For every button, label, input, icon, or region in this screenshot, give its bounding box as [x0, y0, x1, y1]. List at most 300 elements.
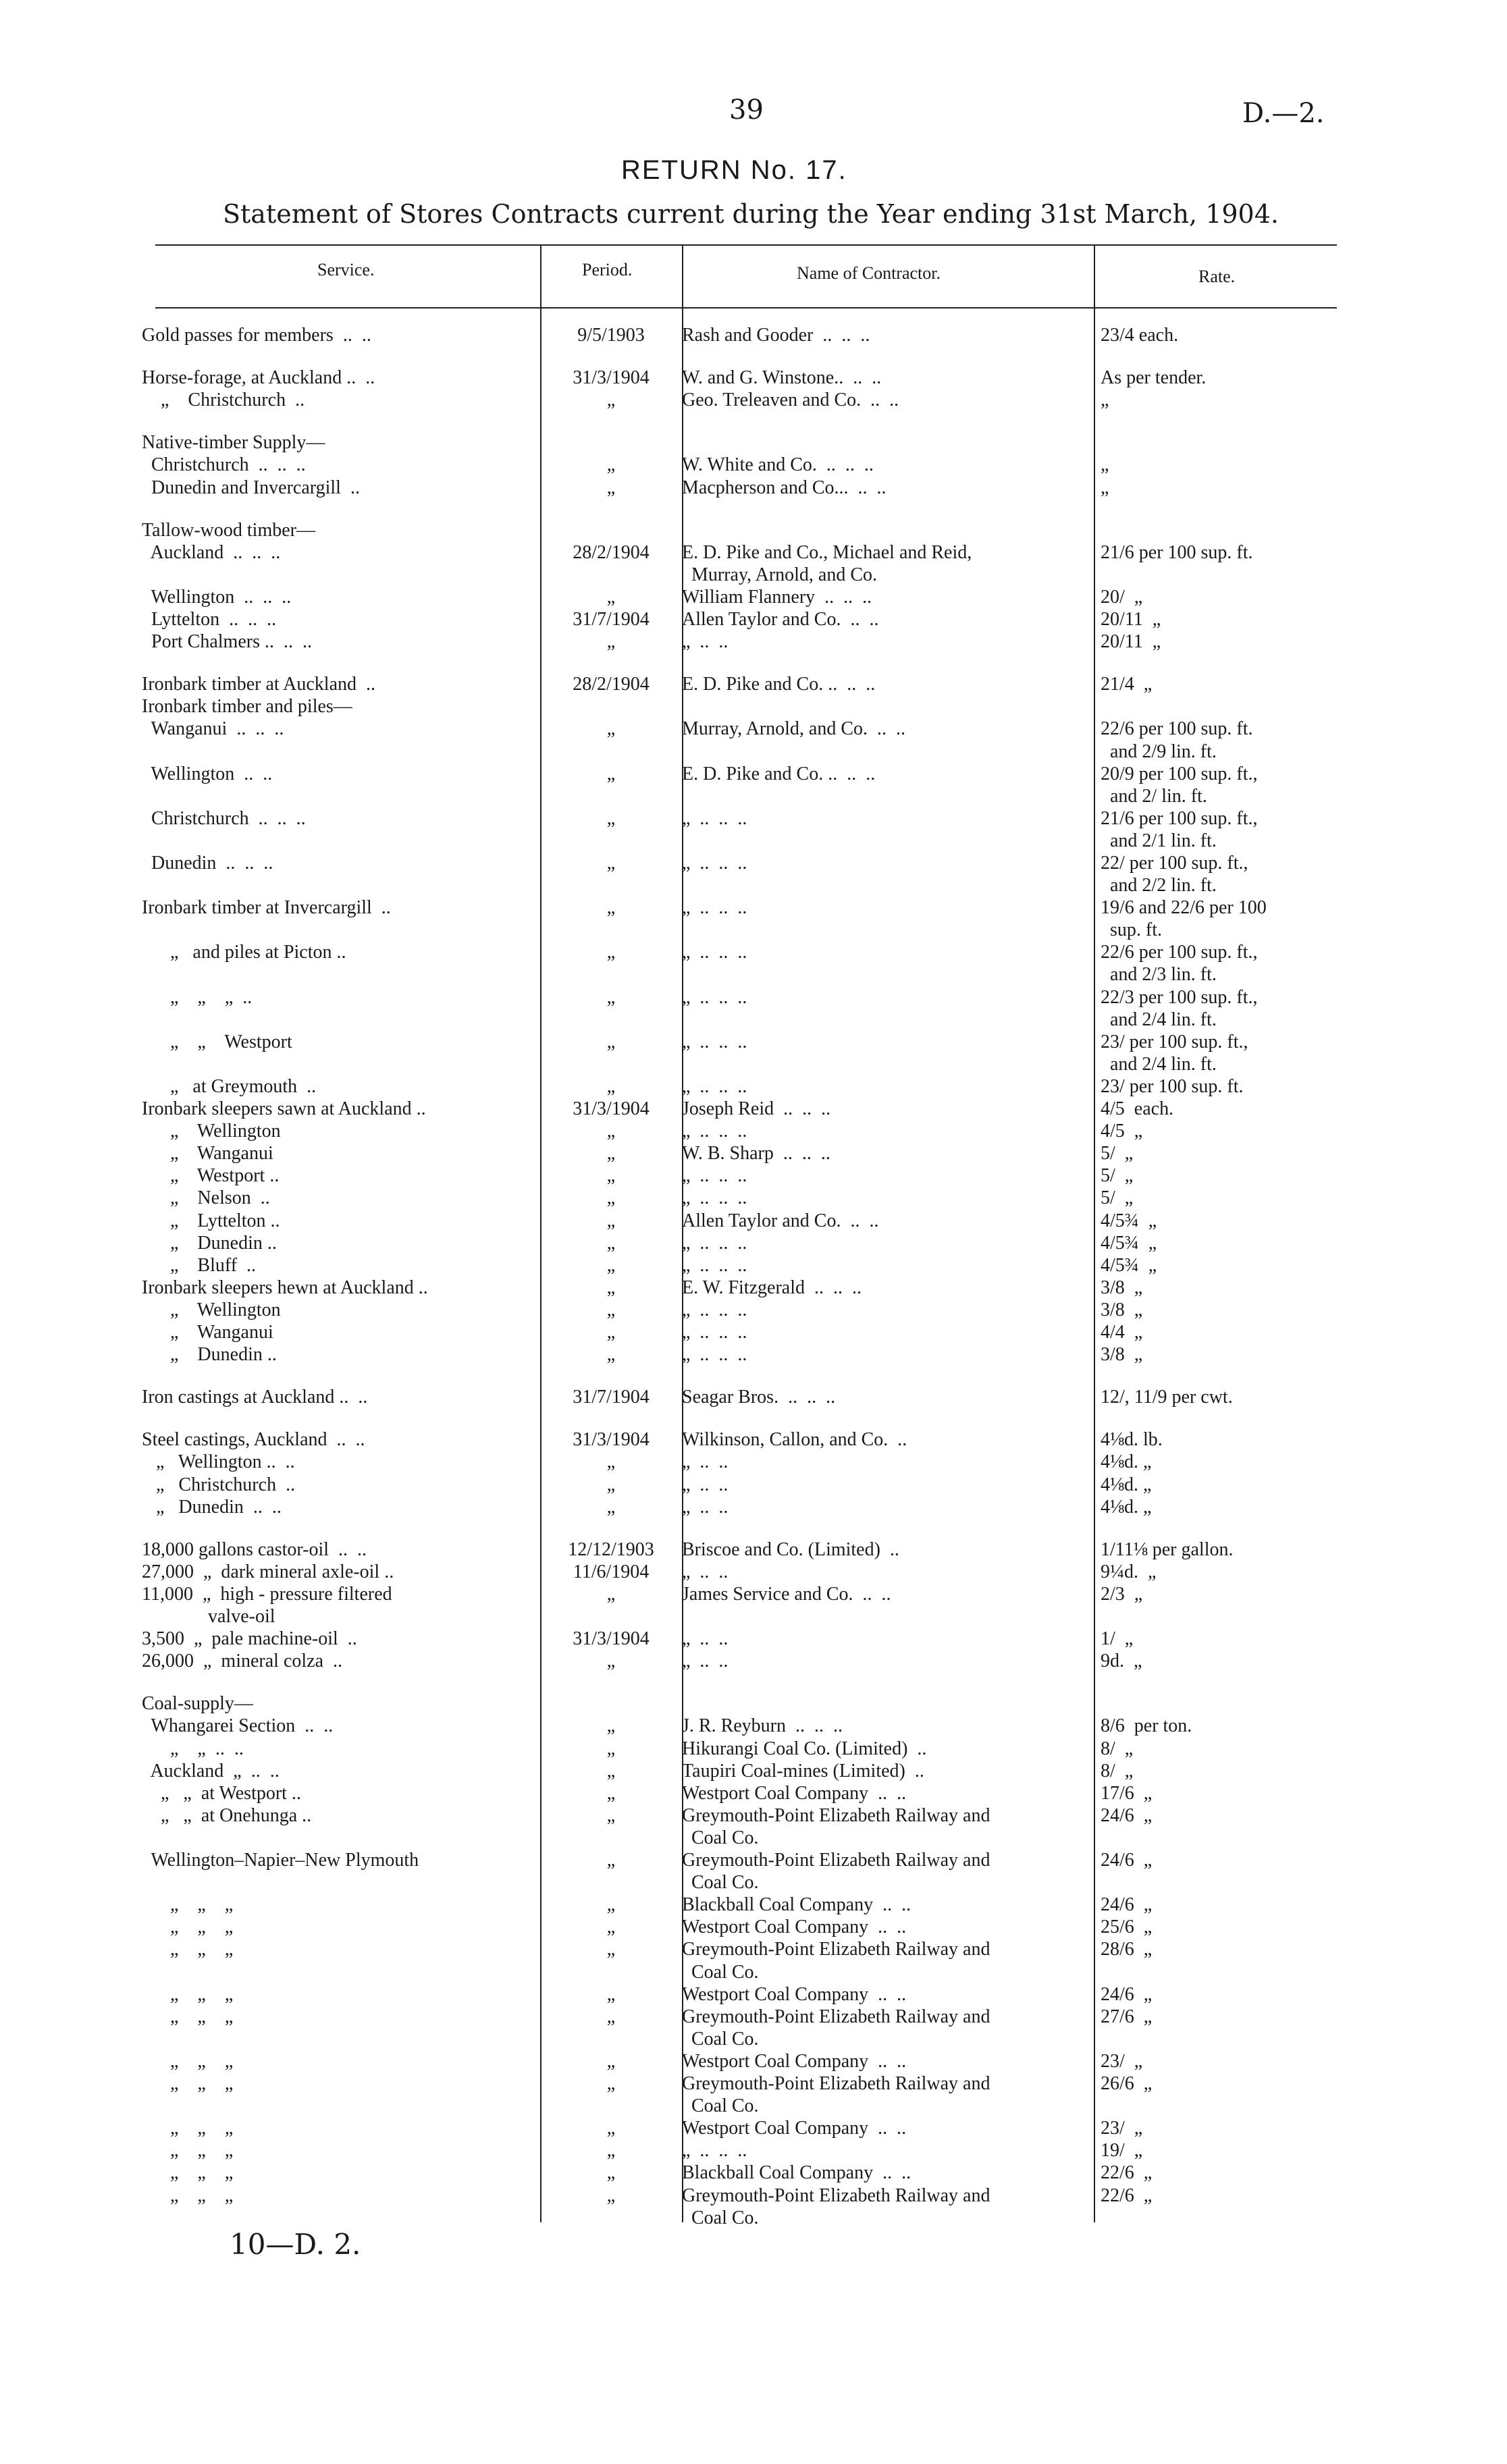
rate-cell: As per tender.: [1101, 367, 1207, 388]
table-row: [0, 1628, 1507, 1650]
rate-cell: 5/ „: [1101, 1187, 1134, 1208]
header-bottom-rule: [155, 307, 1337, 309]
rate-cell: 24/6 „: [1101, 1850, 1153, 1871]
page-number: 39: [729, 95, 764, 126]
contractor-cell: Westport Coal Company .. ..: [682, 1783, 907, 1804]
service-cell: „ „ „: [142, 2051, 234, 2072]
rate-cell: 21/6 per 100 sup. ft.: [1101, 542, 1253, 563]
table-row: [0, 1474, 1507, 1496]
table-row: [0, 941, 1507, 963]
service-cell: „ „ „: [142, 2073, 234, 2094]
period-cell: „: [606, 987, 616, 1008]
service-cell: Wanganui .. .. ..: [142, 718, 284, 739]
service-cell: Wellington .. ..: [142, 764, 273, 784]
rate-cell: 23/4 each.: [1101, 325, 1179, 346]
table-row: [0, 1386, 1507, 1408]
service-cell: „ Wanganui: [142, 1143, 273, 1164]
service-cell: „ Wanganui: [142, 1322, 273, 1343]
service-cell: Christchurch .. .. ..: [142, 808, 306, 829]
period-cell: „: [606, 1277, 616, 1298]
rate-cell: 3/8 „: [1101, 1277, 1143, 1298]
contractor-cell: „ .. .. ..: [682, 2140, 747, 2161]
table-row: [0, 852, 1507, 874]
contractor-cell: „ .. .. ..: [682, 897, 747, 918]
contractor-cell: Coal Co.: [682, 2207, 759, 2228]
period-cell: „: [606, 1344, 616, 1365]
contractor-cell: Briscoe and Co. (Limited) ..: [682, 1539, 899, 1560]
table-row: [0, 695, 1507, 718]
rate-cell: 23/ „: [1101, 2118, 1143, 2139]
period-cell: „: [606, 1715, 616, 1736]
period-cell: „: [606, 1584, 616, 1605]
service-cell: Wellington .. .. ..: [142, 587, 292, 608]
service-cell: „ Dunedin ..: [142, 1344, 277, 1365]
rate-cell: and 2/1 lin. ft.: [1101, 830, 1217, 851]
contractor-cell: Rash and Gooder .. .. ..: [682, 325, 870, 346]
rate-cell: 4/5¾ „: [1101, 1233, 1157, 1254]
rate-cell: sup. ft.: [1101, 919, 1162, 940]
table-row: [0, 1299, 1507, 1321]
table-row: [0, 874, 1507, 896]
contractor-cell: James Service and Co. .. ..: [682, 1584, 891, 1605]
contractor-cell: Greymouth-Point Elizabeth Railway and: [682, 2006, 990, 2027]
table-row: [0, 1075, 1507, 1098]
rate-cell: 19/6 and 22/6 per 100: [1101, 897, 1267, 918]
contractor-cell: „ .. .. ..: [682, 1233, 747, 1254]
table-row: [0, 1871, 1507, 1894]
contractor-cell: Allen Taylor and Co. .. ..: [682, 1210, 879, 1231]
service-cell: „ Dunedin .. ..: [142, 1497, 282, 1518]
contractor-cell: E. D. Pike and Co., Michael and Reid,: [682, 542, 972, 563]
rate-cell: 22/6 per 100 sup. ft.,: [1101, 942, 1258, 963]
service-cell: Native-timber Supply—: [142, 432, 325, 453]
period-cell: „: [606, 2140, 616, 2161]
contractor-cell: J. R. Reyburn .. .. ..: [682, 1715, 843, 1736]
table-row: [0, 1232, 1507, 1254]
contractor-cell: „ .. ..: [682, 1628, 729, 1649]
contractor-cell: „ .. .. ..: [682, 1255, 747, 1276]
table-row: [0, 1561, 1507, 1583]
table-row: [0, 324, 1507, 346]
table-row: [0, 807, 1507, 830]
rate-cell: 28/6 „: [1101, 1939, 1153, 1960]
rate-cell: „: [1101, 477, 1109, 498]
rate-cell: 20/11 „: [1101, 609, 1161, 630]
rate-cell: 20/11 „: [1101, 631, 1161, 652]
service-cell: „ and piles at Picton ..: [142, 942, 346, 963]
table-row: [0, 1760, 1507, 1782]
contractor-cell: „ .. .. ..: [682, 1300, 747, 1320]
rate-cell: 2/3 „: [1101, 1584, 1143, 1605]
period-cell: 9/5/1903: [577, 325, 645, 346]
contractor-cell: „ .. .. ..: [682, 942, 747, 963]
table-row: [0, 1650, 1507, 1672]
return-title: RETURN No. 17.: [621, 155, 847, 185]
service-cell: „ „ „: [142, 1984, 234, 2005]
period-cell: „: [606, 2118, 616, 2139]
service-cell: „ Wellington: [142, 1121, 281, 1142]
table-row: [0, 1938, 1507, 1960]
service-cell: Gold passes for members .. ..: [142, 325, 371, 346]
table-row: [0, 2117, 1507, 2139]
service-cell: Auckland .. .. ..: [142, 542, 281, 563]
table-top-rule: [155, 244, 1337, 246]
contractor-cell: „ .. .. ..: [682, 1121, 747, 1142]
service-cell: Lyttelton .. .. ..: [142, 609, 277, 630]
table-row: [0, 631, 1507, 653]
period-cell: „: [606, 1255, 616, 1276]
service-cell: „ „ „: [142, 1939, 234, 1960]
table-row: [0, 1738, 1507, 1760]
contractor-cell: Greymouth-Point Elizabeth Railway and: [682, 1939, 990, 1960]
contractor-cell: Wilkinson, Callon, and Co. ..: [682, 1429, 907, 1450]
service-cell: Ironbark timber and piles—: [142, 696, 352, 717]
table-row: [0, 1804, 1507, 1827]
rate-cell: and 2/4 lin. ft.: [1101, 1009, 1217, 1030]
table-row: [0, 1321, 1507, 1343]
table-row: [0, 741, 1507, 763]
contractor-cell: Greymouth-Point Elizabeth Railway and: [682, 1805, 990, 1826]
service-cell: 3,500 „ pale machine-oil ..: [142, 1628, 357, 1649]
service-cell: „ Christchurch ..: [142, 1474, 296, 1495]
table-row: [0, 896, 1507, 919]
service-cell: Iron castings at Auckland .. ..: [142, 1387, 368, 1408]
rate-cell: 24/6 „: [1101, 1984, 1153, 2005]
contractor-cell: „ .. ..: [682, 1474, 729, 1495]
column-header-rate: Rate.: [1198, 267, 1236, 286]
contractor-cell: Greymouth-Point Elizabeth Railway and: [682, 2073, 990, 2094]
service-cell: „ Wellington: [142, 1300, 281, 1320]
table-row: [0, 1605, 1507, 1628]
rate-cell: 8/ „: [1101, 1761, 1134, 1782]
column-header-period: Period.: [582, 260, 633, 279]
rate-cell: 22/ per 100 sup. ft.,: [1101, 853, 1248, 874]
table-row: [0, 389, 1507, 411]
contractor-cell: Hikurangi Coal Co. (Limited) ..: [682, 1738, 927, 1759]
table-row: [0, 1715, 1507, 1737]
table-row: [0, 367, 1507, 389]
footer-reference: 10—D. 2.: [230, 2228, 361, 2261]
contractor-cell: „ .. .. ..: [682, 1032, 747, 1052]
period-cell: „: [606, 1894, 616, 1915]
rate-cell: 22/6 „: [1101, 2185, 1153, 2206]
period-cell: „: [606, 454, 616, 475]
rate-cell: 23/ per 100 sup. ft.: [1101, 1076, 1244, 1097]
table-row: [0, 1983, 1507, 2006]
rate-cell: „: [1101, 454, 1109, 475]
contractor-cell: Joseph Reid .. .. ..: [682, 1098, 831, 1119]
service-cell: „ „ .. ..: [142, 1738, 244, 1759]
period-cell: „: [606, 2162, 616, 2183]
period-cell: „: [606, 1984, 616, 2005]
table-row: [0, 2072, 1507, 2095]
period-cell: „: [606, 1165, 616, 1186]
contractor-cell: Murray, Arnold, and Co.: [682, 564, 878, 585]
table-row: [0, 1451, 1507, 1473]
table-row: [0, 2185, 1507, 2207]
table-row: [0, 2050, 1507, 2072]
contractor-cell: William Flannery .. .. ..: [682, 587, 872, 608]
contractor-cell: „ .. .. ..: [682, 1076, 747, 1097]
rate-cell: 9¼d. „: [1101, 1561, 1157, 1582]
rate-cell: 4/5 each.: [1101, 1098, 1174, 1119]
period-cell: „: [606, 1474, 616, 1495]
table-row: [0, 763, 1507, 785]
rate-cell: 8/ „: [1101, 1738, 1134, 1759]
rate-cell: 4⅛d. lb.: [1101, 1429, 1163, 1450]
period-cell: „: [606, 2185, 616, 2206]
period-cell: 31/3/1904: [573, 1628, 650, 1649]
contractor-cell: Westport Coal Company .. ..: [682, 2118, 907, 2139]
service-cell: „ Bluff ..: [142, 1255, 257, 1276]
table-row: [0, 1849, 1507, 1871]
contractor-cell: Coal Co.: [682, 2095, 759, 2116]
contractor-cell: Coal Co.: [682, 1872, 759, 1893]
service-cell: „ „ at Westport ..: [142, 1783, 301, 1804]
table-row: [0, 1538, 1507, 1561]
period-cell: „: [606, 764, 616, 784]
rate-cell: 17/6 „: [1101, 1783, 1153, 1804]
period-cell: „: [606, 853, 616, 874]
table-row: [0, 1961, 1507, 1983]
statement-subtitle: Statement of Stores Contracts current during the Year ending 31st March, 1904.: [223, 199, 1279, 229]
service-cell: Horse-forage, at Auckland .. ..: [142, 367, 375, 388]
contractor-cell: „ .. ..: [682, 631, 729, 652]
period-cell: „: [606, 1032, 616, 1052]
table-row: [0, 541, 1507, 564]
period-cell: 31/3/1904: [573, 1429, 650, 1450]
service-cell: valve-oil: [142, 1606, 275, 1627]
rate-cell: 19/ „: [1101, 2140, 1143, 2161]
service-cell: „ Wellington .. ..: [142, 1451, 295, 1472]
service-cell: Ironbark sleepers hewn at Auckland ..: [142, 1277, 428, 1298]
contractor-cell: Blackball Coal Company .. ..: [682, 2162, 911, 2183]
table-row: [0, 1254, 1507, 1277]
service-cell: Ironbark timber at Auckland ..: [142, 674, 376, 695]
table-row: [0, 2207, 1507, 2229]
rate-cell: 4⅛d. „: [1101, 1474, 1152, 1495]
document-reference: D.—2.: [1242, 98, 1325, 129]
period-cell: „: [606, 1187, 616, 1208]
contractor-cell: „ .. .. ..: [682, 1344, 747, 1365]
period-cell: „: [606, 390, 616, 410]
contractor-cell: W. and G. Winstone.. .. ..: [682, 367, 882, 388]
table-row: [0, 1142, 1507, 1164]
period-cell: 28/2/1904: [573, 542, 650, 563]
table-row: [0, 454, 1507, 476]
rate-cell: 5/ „: [1101, 1143, 1134, 1164]
period-cell: „: [606, 1939, 616, 1960]
service-cell: Ironbark sleepers sawn at Auckland ..: [142, 1098, 426, 1119]
period-cell: „: [606, 1300, 616, 1320]
service-cell: „ „ „: [142, 2118, 234, 2139]
rate-cell: 1/11⅛ per gallon.: [1101, 1539, 1234, 1560]
service-cell: 18,000 gallons castor-oil .. ..: [142, 1539, 367, 1560]
contractor-cell: „ .. ..: [682, 1497, 729, 1518]
service-cell: Steel castings, Auckland .. ..: [142, 1429, 365, 1450]
service-cell: „ „ Westport: [142, 1032, 292, 1052]
contractor-cell: Coal Co.: [682, 1962, 759, 1983]
service-cell: „ „ „: [142, 2140, 234, 2161]
contractor-cell: „ .. .. ..: [682, 808, 747, 829]
service-cell: „ „ „: [142, 2185, 234, 2206]
rate-cell: 3/8 „: [1101, 1300, 1143, 1320]
rate-cell: 1/ „: [1101, 1628, 1134, 1649]
period-cell: „: [606, 1917, 616, 1937]
table-row: [0, 608, 1507, 631]
table-row: [0, 919, 1507, 941]
contractor-cell: Seagar Bros. .. .. ..: [682, 1387, 836, 1408]
rate-cell: 3/8 „: [1101, 1344, 1143, 1365]
period-cell: „: [606, 942, 616, 963]
table-row: [0, 2162, 1507, 2184]
rate-cell: „: [1101, 390, 1109, 410]
rate-cell: 4/4 „: [1101, 1322, 1143, 1343]
rate-cell: 8/6 per ton.: [1101, 1715, 1192, 1736]
contractor-cell: „ .. .. ..: [682, 1322, 747, 1343]
period-cell: 31/3/1904: [573, 1098, 650, 1119]
rate-cell: 5/ „: [1101, 1165, 1134, 1186]
contractor-cell: „ .. ..: [682, 1561, 729, 1582]
rate-cell: 23/ per 100 sup. ft.,: [1101, 1032, 1248, 1052]
contractor-cell: „ .. .. ..: [682, 853, 747, 874]
table-row: [0, 1031, 1507, 1053]
contractor-cell: E. D. Pike and Co. .. .. ..: [682, 764, 876, 784]
contractor-cell: „ .. .. ..: [682, 1187, 747, 1208]
contractor-cell: Macpherson and Co... .. ..: [682, 477, 887, 498]
period-cell: „: [606, 1233, 616, 1254]
period-cell: „: [606, 631, 616, 652]
service-cell: „ „ „: [142, 2006, 234, 2027]
rate-cell: 23/ „: [1101, 2051, 1143, 2072]
contractor-cell: Greymouth-Point Elizabeth Railway and: [682, 1850, 990, 1871]
rate-cell: and 2/4 lin. ft.: [1101, 1054, 1217, 1075]
contractor-cell: Coal Co.: [682, 2029, 759, 2050]
rate-cell: 21/6 per 100 sup. ft.,: [1101, 808, 1258, 829]
period-cell: „: [606, 1076, 616, 1097]
rate-cell: 26/6 „: [1101, 2073, 1153, 2094]
service-cell: Dunedin .. .. ..: [142, 853, 273, 874]
contractor-cell: Coal Co.: [682, 1827, 759, 1848]
table-row: [0, 431, 1507, 454]
service-cell: „ „ at Onehunga ..: [142, 1805, 312, 1826]
contractor-cell: „ .. ..: [682, 1651, 729, 1671]
table-row: [0, 830, 1507, 852]
table-row: [0, 2095, 1507, 2117]
service-cell: „ at Greymouth ..: [142, 1076, 317, 1097]
period-cell: „: [606, 1210, 616, 1231]
rate-cell: and 2/2 lin. ft.: [1101, 875, 1217, 896]
table-row: [0, 963, 1507, 986]
service-cell: „ „ „: [142, 1894, 234, 1915]
table-row: [0, 1692, 1507, 1715]
rate-cell: 9d. „: [1101, 1651, 1142, 1671]
period-cell: 31/7/1904: [573, 609, 650, 630]
rate-cell: 21/4 „: [1101, 674, 1153, 695]
service-cell: Port Chalmers .. .. ..: [142, 631, 312, 652]
rate-cell: 20/9 per 100 sup. ft.,: [1101, 764, 1258, 784]
contractor-cell: „ .. .. ..: [682, 987, 747, 1008]
rate-cell: 12/, 11/9 per cwt.: [1101, 1387, 1233, 1408]
service-cell: Ironbark timber at Invercargill ..: [142, 897, 391, 918]
service-cell: Auckland „ .. ..: [142, 1761, 280, 1782]
table-row: [0, 1343, 1507, 1366]
service-cell: „ Westport ..: [142, 1165, 280, 1186]
contractor-cell: Westport Coal Company .. ..: [682, 1984, 907, 2005]
contractor-cell: Greymouth-Point Elizabeth Railway and: [682, 2185, 990, 2206]
period-cell: „: [606, 1761, 616, 1782]
table-row: [0, 2006, 1507, 2028]
table-row: [0, 1098, 1507, 1120]
contractor-cell: Taupiri Coal-mines (Limited) ..: [682, 1761, 924, 1782]
table-row: [0, 586, 1507, 608]
table-row: [0, 673, 1507, 695]
period-cell: „: [606, 897, 616, 918]
period-cell: 28/2/1904: [573, 674, 650, 695]
table-row: [0, 1583, 1507, 1605]
rate-cell: 24/6 „: [1101, 1894, 1153, 1915]
rate-cell: and 2/9 lin. ft.: [1101, 741, 1217, 762]
period-cell: 31/7/1904: [573, 1387, 650, 1408]
rate-cell: 4⅛d. „: [1101, 1497, 1152, 1518]
service-cell: Dunedin and Invercargill ..: [142, 477, 360, 498]
period-cell: „: [606, 1322, 616, 1343]
period-cell: „: [606, 477, 616, 498]
column-header-contractor: Name of Contractor.: [797, 263, 941, 283]
table-row: [0, 718, 1507, 740]
table-row: [0, 1894, 1507, 1916]
period-cell: 11/6/1904: [573, 1561, 650, 1582]
service-cell: Christchurch .. .. ..: [142, 454, 306, 475]
service-cell: 11,000 „ high - pressure filtered: [142, 1584, 392, 1605]
rate-cell: 22/6 „: [1101, 2162, 1153, 2183]
period-cell: „: [606, 718, 616, 739]
rate-cell: 22/6 per 100 sup. ft.: [1101, 718, 1253, 739]
period-cell: „: [606, 1783, 616, 1804]
period-cell: „: [606, 1738, 616, 1759]
table-row: [0, 1164, 1507, 1187]
contractor-cell: W. B. Sharp .. .. ..: [682, 1143, 830, 1164]
contractor-cell: Westport Coal Company .. ..: [682, 1917, 907, 1937]
column-header-service: Service.: [317, 260, 375, 279]
service-cell: 27,000 „ dark mineral axle-oil ..: [142, 1561, 394, 1582]
service-cell: „ „ „: [142, 1917, 234, 1937]
table-row: [0, 519, 1507, 541]
table-row: [0, 1496, 1507, 1518]
rate-cell: 4/5 „: [1101, 1121, 1143, 1142]
period-cell: „: [606, 1651, 616, 1671]
period-cell: „: [606, 808, 616, 829]
contractor-cell: „ .. .. ..: [682, 1165, 747, 1186]
rate-cell: 22/3 per 100 sup. ft.,: [1101, 987, 1258, 1008]
period-cell: „: [606, 2051, 616, 2072]
period-cell: 12/12/1903: [568, 1539, 654, 1560]
table-row: [0, 1277, 1507, 1299]
table-row: [0, 1428, 1507, 1451]
rate-cell: 4/5¾ „: [1101, 1255, 1157, 1276]
contractor-cell: Murray, Arnold, and Co. .. ..: [682, 718, 906, 739]
service-cell: „ „ „ ..: [142, 987, 253, 1008]
rate-cell: 25/6 „: [1101, 1917, 1153, 1937]
contractor-cell: Geo. Treleaven and Co. .. ..: [682, 390, 899, 410]
service-cell: Coal-supply—: [142, 1693, 253, 1714]
service-cell: „ Dunedin ..: [142, 1233, 277, 1254]
table-row: [0, 1782, 1507, 1804]
period-cell: „: [606, 587, 616, 608]
contractor-cell: Westport Coal Company .. ..: [682, 2051, 907, 2072]
table-row: [0, 1053, 1507, 1075]
period-cell: „: [606, 1451, 616, 1472]
